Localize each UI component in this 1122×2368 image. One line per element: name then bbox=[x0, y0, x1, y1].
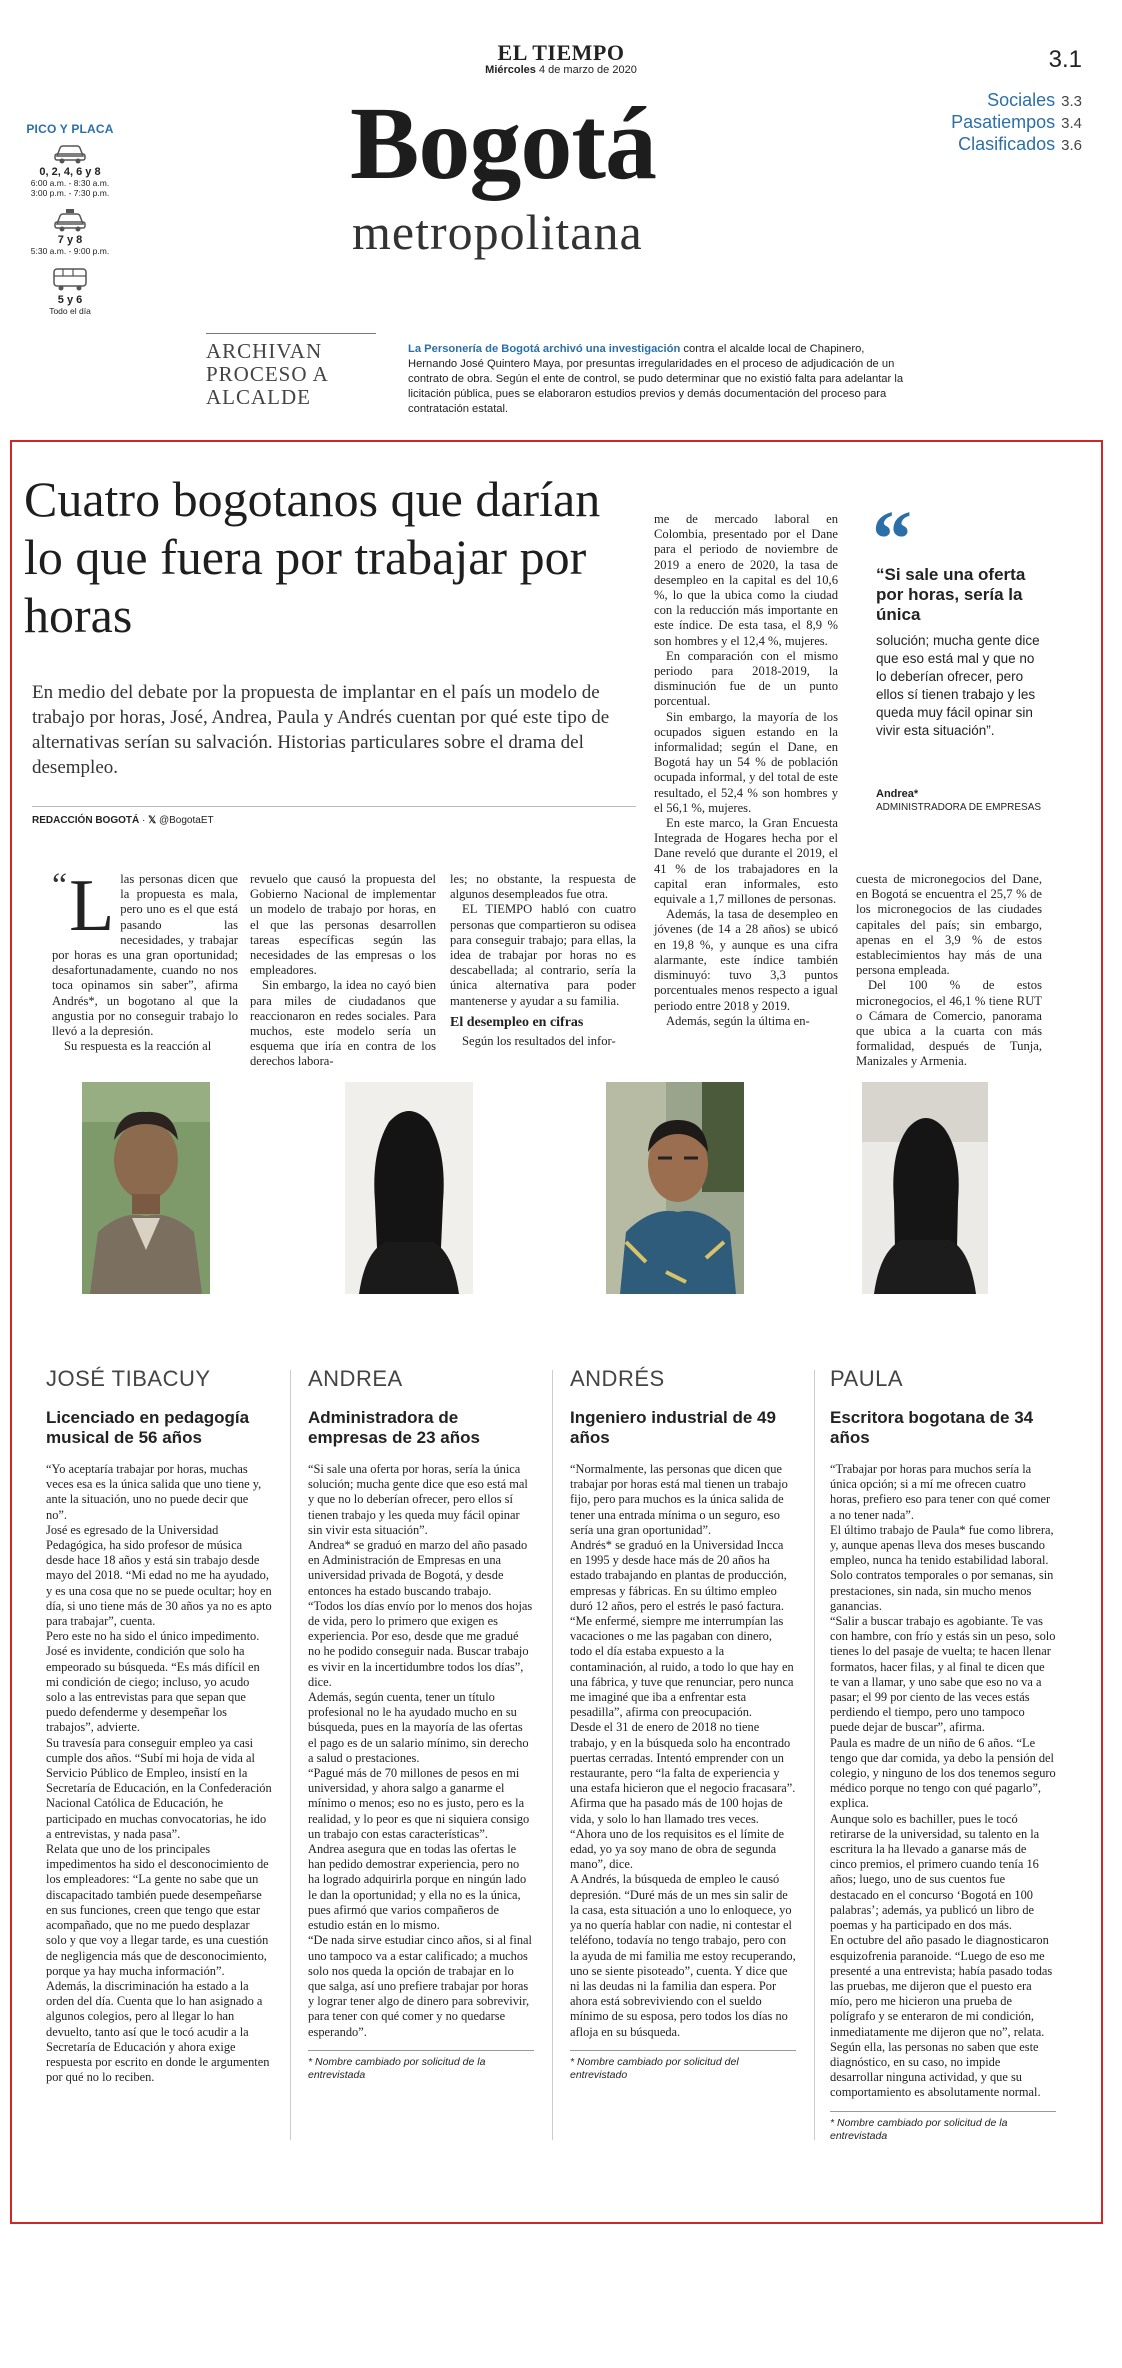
body-column-1: “ L las personas dicen que la propuesta es mala, pero uno es el que está pasando las necesidades, y trabajar por horas es una gran oportunidad; desafortunadamente, cuando no nos toca opinamos sin saber”, afirma Andrés*, un bogotano al que la angustia por no conseguir trabajo lo llevó a la depresión. Su respuesta es la reacción al bbox=[52, 865, 238, 1054]
photo-andrea bbox=[345, 1082, 473, 1294]
profile-name: JOSÉ TIBACUY bbox=[46, 1366, 211, 1391]
quote-icon: “ bbox=[872, 496, 912, 584]
profile-text: “Yo aceptaría trabajar por horas, muchas veces esa es la única salida que uno tiene y, ante la situación, uno no puede decir que no”. José es egresado de la Universidad Pedagógica, ha sido profesor de música desde hace 18 años y está sin trabajo desde mayo del 2018. “Mi edad no me ha ayudado, y es una cosa que no se puede ocultar; hoy en día, si uno tiene más de 30 años ya no es apto para trabajar”, cuenta. Pero este no ha sido el único impedimento. José es invidente, condición que solo ha empeorado su búsqueda. “Es más difícil en mi condición de ciego; incluso, yo acudo solo a las entrevistas para que sepan que puedo defenderme y desempeñar los trabajos”, advierte. Su travesía para conseguir empleo ya casi cumple dos años. “Subí mi hoja de vida al Servicio Público de Empleo, insistí en la Secretaría de Educación, en la Confederación Nacional Católica de Educación, he participado en muchas convocatorias, he ido a entrevistas, y nada pasa”. Relata que uno de los principales impedimentos ha sido el desconocimiento de los empleadores: “La gente no sabe que un discapacitado también puede desempeñarse en sus funciones, creen que tengo que estar acompañado, que no me puedo desplazar solo y que voy a llegar tarde, es una cuestión de negligencia más que de desconocimiento, porque ya hay mucha información”. Además, la discriminación ha estado a la orden del día. Cuenta que lo han asignado a algunos colegios, pero al llegar lo han devuelto, tanto así que le tocó acudir a la Secretaría de Educación y ahora exige respuesta por escrito en donde le argumenten por qué no lo reciben. bbox=[46, 1462, 272, 2085]
profile-text: “Normalmente, las personas que dicen que trabajar por horas está mal tienen un trabajo fijo, pero para muchos es la única salida de tener una entrada mínima o un seguro, eso sería una gran oportunidad”. Andrés* se graduó en la Universidad Incca en 1995 y desde hace más de 20 años ha estado trabajando en plantas de producción, empresas y fábricas. En su último empleo duró 12 años, pero el estrés le pasó factura. “Me enfermé, siempre me interrumpían las vacaciones o me las pagaban con dinero, todo el día estaba expuesto a la contaminación, al ruido, a todo lo que hay en una fábrica, y tuve que renunciar, pero nunca me imaginé que iba a enfrentar esta pesadilla”, afirma con preocupación. Desde el 31 de enero de 2018 no tiene trabajo, y en la búsqueda solo ha encontrado puertas cerradas. Intentó emprender con un restaurante, pero “la falta de experiencia y una estafa hicieron que el negocio fracasara”. Afirma que ha pasado más de 100 hojas de vida, y solo lo han llamado tres veces. “Ahora uno de los requisitos es el límite de edad, yo ya soy mano de obra de segunda mano”, dice. A Andrés, la búsqueda de empleo le causó depresión. “Duré más de un mes sin salir de la casa, esta situación a uno lo enloquece, yo ya no quería hablar con nadie, ni contestar el teléfono, todavía no tengo trabajo, pero con la ayuda de mi familia me estoy recuperando, uno se siente pisoteado”, cuenta. Y dice que ni las deudas ni la familia dan espera. Por ahora está sobreviviendo con el sueldo mínimo de su esposa, pero todos los días no afloja en su búsqueda. bbox=[570, 1462, 796, 2039]
pullquote-source: Andrea* ADMINISTRADORA DE EMPRESAS bbox=[876, 788, 1042, 813]
pico-y-placa-title: PICO Y PLACA bbox=[26, 122, 114, 136]
pico-hours-car-2: 3:00 p.m. - 7:30 p.m. bbox=[30, 188, 110, 198]
body-column-4: me de mercado laboral en Colombia, presentado por el Dane para el periodo de noviembre de 2019 a enero de 2020, la tasa de desempleo en la capital es del 10,6 %, lo que la ubica como la ciudad con la reducción más importante en este índice. De esta tasa, el 8,9 % son hombres y el 12,4 %, mujeres. En comparación con el mismo periodo para 2018-2019, la disminución fue de un punto porcentual. Sin embargo, la mayoría de los ocupados siguen estando en la informalidad; según el Dane, en Bogotá hay un 54 % de población ocupada informal, y del total de este resultado, el 52,4 % son hombres y el 56,1 %, mujeres. En este marco, la Gran Encuesta Integrada de Hogares hecha por el Dane reveló que durante el 2019, el 41 % de los trabajadores en la capital eran informales, esto equivale a 1,7 millones de personas. Además, la tasa de desempleo en jóvenes (de 14 a 28 años) se ubicó en 19,8 %, y aunque es una cifra alarmante, este índice también disminuyó: tuvo 3,3 puntos porcentuales menos respecto a igual periodo entre 2018 y 2019. Además, según la última en- bbox=[654, 512, 838, 1028]
column-divider bbox=[814, 1370, 815, 2140]
photo-jose bbox=[82, 1082, 210, 1294]
pico-hours-car-1: 6:00 a.m. - 8:30 a.m. bbox=[30, 178, 110, 188]
section-title: Bogotá bbox=[350, 86, 656, 201]
profile-name: ANDREA bbox=[308, 1366, 403, 1391]
body-column-5: cuesta de micronegocios del Dane, en Bogotá se encuentra el 25,7 % de los micronegocios de las ciudades capitales del país; sin embargo, apenas en el 3,9 % de estos establecimientos hay más de una persona empleada. Del 100 % de estos micronegocios, el 46,1 % tiene RUT o Cámara de Comercio, panorama que ubica a la cuarta con más formalidad, después de Tunja, Manizales y Armenia. bbox=[856, 872, 1042, 1069]
profile-role: Administradora de empresas de 23 años bbox=[308, 1408, 480, 1447]
profile-note: * Nombre cambiado por solicitud del entrevistado bbox=[570, 2050, 796, 2082]
twitter-icon: 𝕏 bbox=[148, 815, 157, 826]
profile-text: “Si sale una oferta por horas, sería la única solución; mucha gente dice que eso está mal y que no lo deberían ofrecer, pero ellos sí tienen trabajo y les queda muy fácil opinar sin vivir esta situación”. Andrea* se graduó en marzo del año pasado en Administración de Empresas en una universidad privada de Bogotá, y desde entonces ha estado buscando trabajo. “Todos los días envío por lo menos dos hojas de vida, pero lo primero que exigen es experiencia. Por eso, desde que me gradué no he podido conseguir nada. Buscar trabajo es vivir en la incertidumbre todos los días”, dice. Además, según cuenta, tener un título profesional no le ha ayudado mucho en su búsqueda, pues en la mayoría de las ofertas el pago es de un salario mínimo, sin derecho a salud o prestaciones. “Pagué más de 70 millones de pesos en mi universidad, y ahora salgo a ganarme el mínimo o menos; eso no es justo, pero es la realidad, y lo peor es que ni siquiera consigo un trabajo con estas características”. Andrea asegura que en todas las ofertas le han pedido demostrar experiencia, pero no ha logrado adquirirla porque en ningún lado le dan la oportunidad; y ella no es la única, pues afirmó que varios compañeros de estudio están en lo mismo. “De nada sirve estudiar cinco años, si al final uno tampoco va a estar calificado; a muchos solo nos queda la opción de trabajar en lo que salga, así uno prefiere trabajar por horas y lograr tener algo de dinero para sobrevivir, para tener con qué comer y no quedarse esperando”. bbox=[308, 1462, 533, 2039]
subhead-desempleo: El desempleo en cifras bbox=[450, 1014, 584, 1030]
taxi-icon bbox=[53, 208, 87, 232]
column-divider bbox=[552, 1370, 553, 2140]
profile-role: Ingeniero industrial de 49 años bbox=[570, 1408, 776, 1447]
drop-cap: L bbox=[69, 865, 115, 947]
newspaper-name: EL TIEMPO bbox=[497, 40, 625, 65]
profile-jose bbox=[46, 1366, 272, 2085]
article-headline: Cuatro bogotanos que darían lo que fuera por trabajar por horas bbox=[24, 471, 601, 643]
profile-andres bbox=[570, 1366, 796, 2082]
masthead bbox=[0, 40, 1122, 76]
body-column-2: revuelo que causó la propuesta del Gobierno Nacional de implementar un modelo de trabajo por horas, en el que las personas desarrollen tareas específicas según las necesidades de las empresas o los empleadores. Sin embargo, la idea no cayó bien para miles de ciudadanos que reaccionaron en redes sociales. Para muchos, este modelo sería un esquema que iría en contra de los derechos labora- bbox=[250, 872, 436, 1069]
pico-plates-bus: 5 y 6 bbox=[57, 294, 83, 306]
section-link-sociales[interactable]: Sociales 3.3 bbox=[987, 90, 1082, 110]
profile-name: ANDRÉS bbox=[570, 1366, 665, 1391]
section-link-clasificados[interactable]: Clasificados 3.6 bbox=[958, 134, 1082, 154]
photo-paula bbox=[862, 1082, 988, 1294]
profile-text: “Trabajar por horas para muchos sería la única opción; si a mí me ofrecen cuatro horas, prefiero eso para tener con qué comer a no tener nada”. El último trabajo de Paula* fue como librera, y, aunque apenas lleva dos meses buscando empleo, nunca ha tenido estabilidad laboral. Solo contratos temporales o por semanas, sin prestaciones, sin nada, sin mucho menos ganancias. “Salir a buscar trabajo es agobiante. Te vas con hambre, con frío y estás sin un peso, solo tienes lo del pasaje de vuelta; te hacen llenar formatos, hacer filas, y al final te dicen que te van a llamar, y uno sabe que eso no va a pasar; el 99 por ciento de las veces estás perdiendo el tiempo, pero uno tampoco puede dejar de buscar”, afirma. Paula es madre de un niño de 6 años. “Le tengo que dar comida, ya debo la pensión del colegio, y ninguno de los dos tenemos seguro médico porque no tengo con qué pagarlo”, explica. Aunque solo es bachiller, pues le tocó retirarse de la universidad, su talento en la escritura la ha llevado a ganarse más de cinco premios, el primero cuando tenía 16 años; luego, uno de sus cuentos fue destacado en el concurso ‘Bogotá en 100 palabras’; además, ya publicó un libro de poemas y ha participado en dos más. En octubre del año pasado le diagnosticaron esquizofrenia paranoide. “Luego de eso me presenté a una entrevista; había pasado todas las pruebas, me dijeron que el puesto era mío, pero me hicieron una prueba de polígrafo y se enteraron de mi condición, inmediatamente me dijeron que no”, relata. Según ella, las personas no saben que este diagnóstico, en su caso, no impide desarrollar ninguna actividad, y que su comportamiento es absolutamente normal. bbox=[830, 1462, 1056, 2100]
photo-andres bbox=[606, 1082, 744, 1294]
profile-role: Escritora bogotana de 34 años bbox=[830, 1408, 1034, 1447]
profile-role: Licenciado en pedagogía musical de 56 años bbox=[46, 1408, 250, 1447]
section-link-pasatiempos[interactable]: Pasatiempos 3.4 bbox=[951, 112, 1082, 132]
profile-paula bbox=[830, 1366, 1056, 2143]
body-column-3: les; no obstante, la respuesta de algunos desempleados fue otra. EL TIEMPO habló con cuatro personas que compartieron su odisea para conseguir trabajo; para ellas, la idea de trabajar por horas no es descabellada; al contrario, sería la única alternativa para poder mantenerse y ayudar a su familia. El desempleo en cifras Según los resultados del infor- bbox=[450, 872, 636, 1049]
article-byline: REDACCIÓN BOGOTÁ · 𝕏 @BogotaET bbox=[32, 806, 636, 826]
section-subtitle: metropolitana bbox=[352, 204, 643, 260]
pullquote-body: solución; mucha gente dice que eso está mal y que no lo deberían ofrecer, pero ellos sí tienen trabajo y les queda muy fácil opinar sin vivir esta situación”. bbox=[876, 633, 1040, 738]
brief-text: La Personería de Bogotá archivó una investigación contra el alcalde local de Chapinero, Hernando José Quintero Maya, por presuntas irregularidades en el proceso de adjudicación de un contrato de obra. Según el ente de control, se pudo determinar que no existió falta para adelantar la licitación pública, pues se elaboraron estudios previos y demás documentación del proceso para contratación estatal. bbox=[408, 343, 904, 415]
pico-y-placa-box bbox=[22, 122, 118, 316]
bus-icon bbox=[51, 266, 89, 292]
profile-note: * Nombre cambiado por solicitud de la entrevistada bbox=[830, 2111, 1056, 2143]
profile-andrea bbox=[308, 1366, 534, 2082]
column-divider bbox=[290, 1370, 291, 2140]
car-icon bbox=[53, 142, 87, 164]
page-number: 3.1 bbox=[1048, 46, 1082, 73]
brief-kicker: ARCHIVAN PROCESO A ALCALDE bbox=[206, 339, 328, 409]
article-deck: En medio del debate por la propuesta de implantar en el país un modelo de trabajo por horas, José, Andrea, Paula y Andrés cuentan por qué este tipo de alternativas serían su salvación. Historias particulares sobre el drama del desempleo. bbox=[32, 682, 610, 778]
twitter-handle[interactable]: @BogotaET bbox=[158, 815, 214, 826]
profile-note: * Nombre cambiado por solicitud de la entrevistada bbox=[308, 2050, 534, 2082]
section-index bbox=[951, 90, 1082, 156]
issue-date: Miércoles 4 de marzo de 2020 bbox=[485, 64, 637, 76]
pico-hours-bus: Todo el día bbox=[49, 306, 91, 316]
pullquote-lead: “Si sale una oferta por horas, sería la única bbox=[876, 565, 1026, 624]
pico-plates-car: 0, 2, 4, 6 y 8 bbox=[39, 166, 101, 178]
pico-hours-taxi: 5:30 a.m. - 9:00 p.m. bbox=[30, 246, 110, 256]
brief-rule bbox=[206, 333, 376, 334]
pico-plates-taxi: 7 y 8 bbox=[57, 234, 83, 246]
profile-name: PAULA bbox=[830, 1366, 904, 1391]
